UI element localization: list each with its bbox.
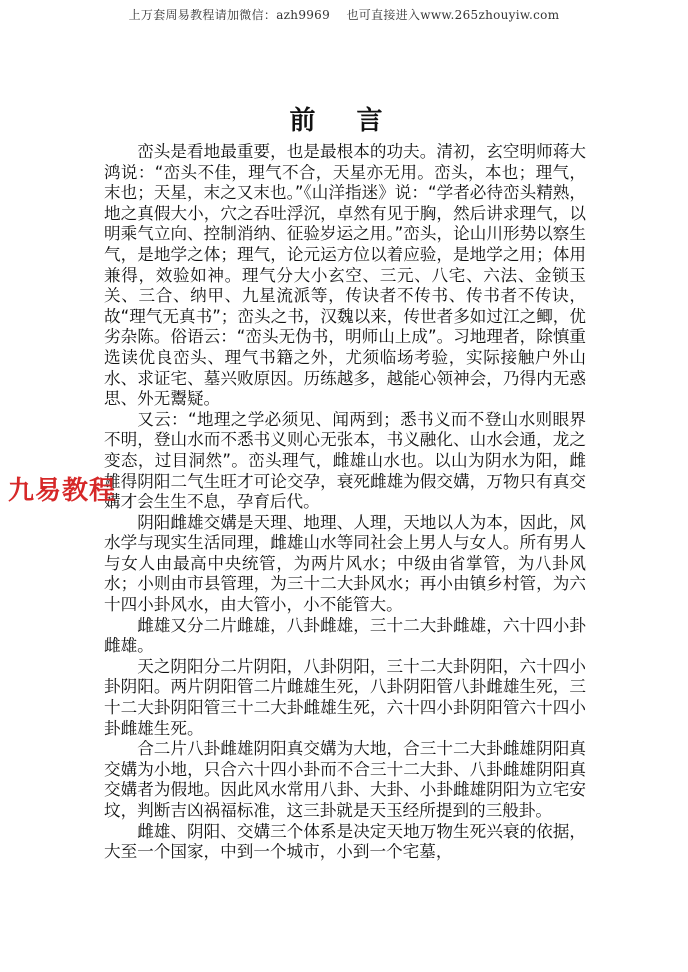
paragraph-3: 阴阳雌雄交媾是天理、地理、人理，天地以人为本，因此，风水学与现实生活同理，雌雄山水等同社会上男人与女人。所有男人与女人由最高中央统管，为两片风水；中级由省掌管，为八卦风水；小则由市县管理，为三十二大卦风水；再小由镇乡村管，为六十四小卦风水，由大管小，小不能管大。 — [104, 512, 586, 615]
page-header-ad: 上万套周易教程请加微信：azh9969 也可直接进入www.265zhouyiw.com — [128, 8, 560, 22]
paragraph-1: 峦头是看地最重要，也是最根本的功夫。清初，玄空明师蒋大鸿说：“峦头不佳，理气不合，天星亦无用。峦头，本也；理气，末也；天星，末之又末也。”《山洋指迷》说：“学者必待峦头精熟，地之真假大小，穴之吞吐浮沉，卓然有见于胸，然后讲求理气，以明乘气立向、控制消纳、征验岁运之用。”峦头，论山川形势以察生气，是地学之体；理气，论元运方位以着应验，是地学之用；体用兼得，效验如神。理气分大小玄空、三元、八宅、六法、金锁玉关、三合、纳甲、九星流派等，传诀者不传书、传书者不传诀，故“理气无真书”；峦头之书，汉魏以来，传世者多如过江之鲫，优劣杂陈。俗语云：“峦头无伪书，明师山上成”。习地理者，除慎重选读优良峦头、理气书籍之外，尤须临场考验，实际接触户外山水、求证宅、墓兴败原因。历练越多，越能心领神会，乃得内无惑思、外无鬻疑。 — [104, 142, 586, 409]
page-title: 前 言 — [289, 106, 399, 136]
watermark-logo: 九易教程 — [8, 476, 117, 506]
paragraph-4: 雌雄又分二片雌雄，八卦雌雄，三十二大卦雌雄，六十四小卦雌雄。 — [104, 615, 586, 656]
paragraph-6: 合二片八卦雌雄阴阳真交媾为大地，合三十二大卦雌雄阴阳真交媾为小地，只合六十四小卦而不合三十二大卦、八卦雌雄阴阳真交媾者为假地。因此风水常用八卦、大卦、小卦雌雄阴阳为立宅安坟，判断吉凶祸福标准，这三卦就是天玉经所提到的三般卦。 — [104, 739, 586, 820]
paragraph-2: 又云：“地理之学必须见、闻两到；悉书义而不登山水则眼界不明，登山水而不悉书义则心无张本，书义融化、山水会通，龙之变态，过目洞然”。峦头理气，雌雄山水也。以山为阴水为阳，雌雄得阴阳二气生旺才可论交孕，衰死雌雄为假交媾，万物只有真交媾才会生生不息，孕育后代。 — [104, 409, 586, 512]
paragraph-7: 雌雄、阴阳、交媾三个体系是决定天地万物生死兴衰的依据，大至一个国家，中到一个城市，小到一个宅墓， — [104, 821, 586, 862]
paragraph-5: 天之阴阳分二片阴阳，八卦阴阳，三十二大卦阴阳，六十四小卦阴阳。两片阴阳管二片雌雄生死，八卦阴阳管八卦雌雄生死，三十二大卦阴阳管三十二大卦雌雄生死，六十四小卦阴阳管六十四小卦雌雄生死。 — [104, 656, 586, 738]
preface-body — [104, 142, 586, 863]
